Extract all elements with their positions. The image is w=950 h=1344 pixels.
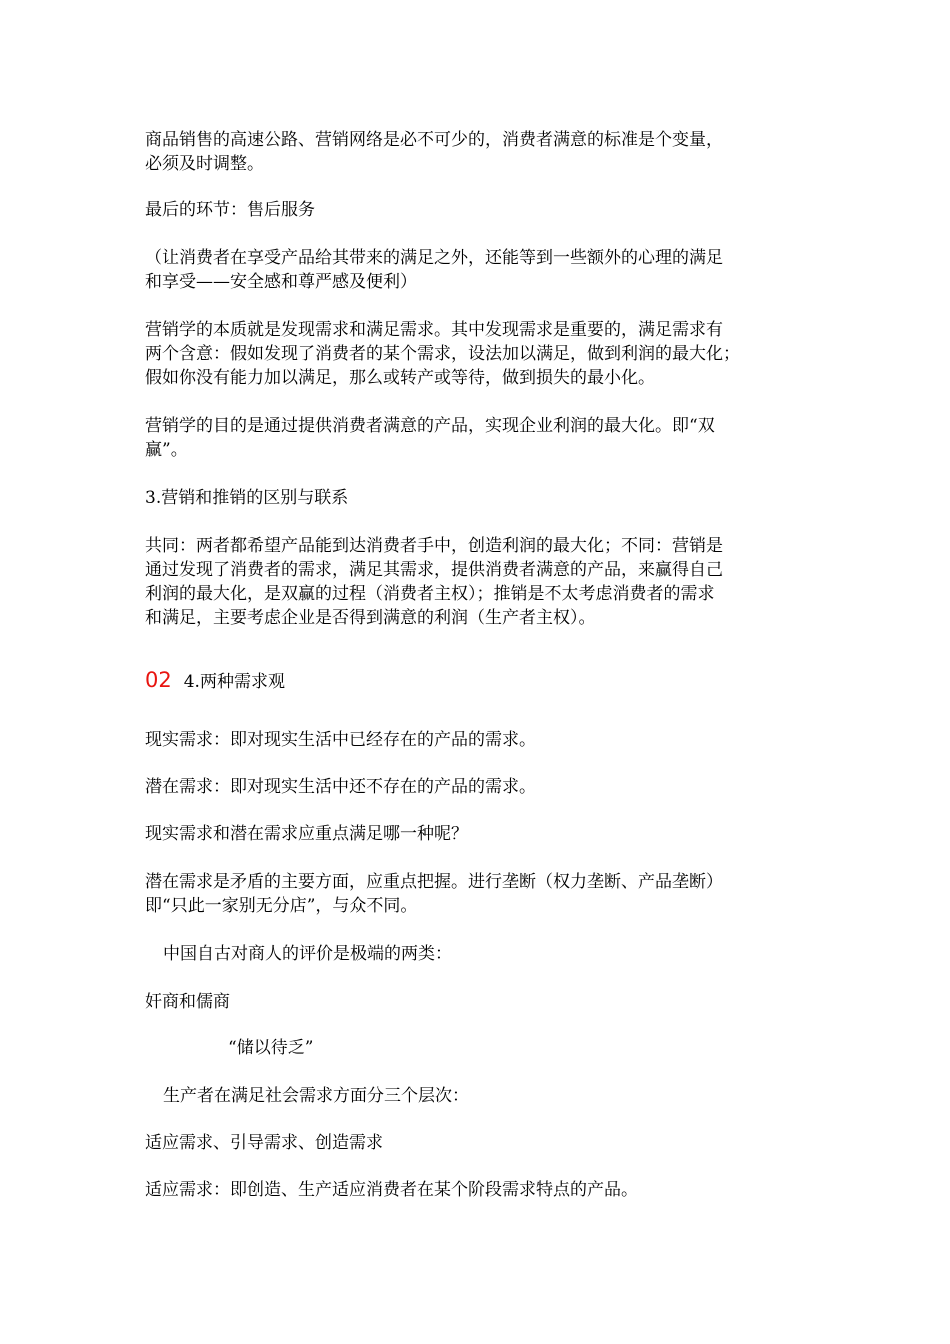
paragraph-three-levels xyxy=(145,1131,810,1155)
text-line: 现实需求：即对现实生活中已经存在的产品的需求。 xyxy=(145,730,536,750)
paragraph-marketing-essence xyxy=(145,318,810,390)
paragraph-satisfaction-note xyxy=(145,246,810,294)
text-line: 潜在需求：即对现实生活中还不存在的产品的需求。 xyxy=(145,777,536,797)
paragraph-quote xyxy=(228,1036,893,1060)
text-line: “储以待乏” xyxy=(228,1038,314,1058)
text-line: 假如你没有能力加以满足，那么或转产或等待，做到损失的最小化。 xyxy=(145,368,655,388)
text-line: 营销学的本质就是发现需求和满足需求。其中发现需求是重要的，满足需求有 xyxy=(145,320,723,340)
paragraph-question xyxy=(145,822,810,846)
text-line: 最后的环节：售后服务 xyxy=(145,200,315,220)
text-line: 通过发现了消费者的需求，满足其需求，提供消费者满意的产品，来赢得自己 xyxy=(145,560,723,580)
paragraph-merchant-evaluation xyxy=(163,942,828,966)
text-line: 赢”。 xyxy=(145,440,188,460)
paragraph-marketing-goal xyxy=(145,414,810,462)
section-heading xyxy=(145,668,810,694)
section-title: 4.两种需求观 xyxy=(183,672,285,692)
text-line: 两个含意：假如发现了消费者的某个需求，设法加以满足，做到利润的最大化； xyxy=(145,344,740,364)
paragraph-adapt-demand xyxy=(145,1178,810,1202)
text-line: 中国自古对商人的评价是极端的两类： xyxy=(163,944,452,964)
paragraph-marketing-network xyxy=(145,128,810,176)
text-line: 3.营销和推销的区别与联系 xyxy=(145,488,349,508)
text-line: 适应需求：即创造、生产适应消费者在某个阶段需求特点的产品。 xyxy=(145,1180,638,1200)
text-line: 即“只此一家别无分店”，与众不同。 xyxy=(145,896,418,916)
text-line: （让消费者在享受产品给其带来的满足之外，还能等到一些额外的心理的满足 xyxy=(145,248,723,268)
text-line: 奸商和儒商 xyxy=(145,992,230,1012)
paragraph-marketing-vs-selling xyxy=(145,534,810,630)
text-line: 营销学的目的是通过提供消费者满意的产品，实现企业利润的最大化。即“双 xyxy=(145,416,715,436)
paragraph-potential-demand-focus xyxy=(145,870,810,918)
text-line: 适应需求、引导需求、创造需求 xyxy=(145,1133,383,1153)
section-number: 02 xyxy=(145,668,172,692)
text-line: 现实需求和潜在需求应重点满足哪一种呢？ xyxy=(145,824,468,844)
paragraph-after-sales xyxy=(145,198,810,222)
paragraph-section-3-title xyxy=(145,486,810,510)
text-line: 共同：两者都希望产品能到达消费者手中，创造利润的最大化；不同：营销是 xyxy=(145,536,723,556)
text-line: 潜在需求是矛盾的主要方面，应重点把握。进行垄断（权力垄断、产品垄断） xyxy=(145,872,723,892)
text-line: 生产者在满足社会需求方面分三个层次： xyxy=(163,1086,469,1106)
text-line: 商品销售的高速公路、营销网络是必不可少的，消费者满意的标准是个变量， xyxy=(145,130,723,150)
text-line: 和享受——安全感和尊严感及便利） xyxy=(145,272,417,292)
paragraph-actual-demand xyxy=(145,728,810,752)
paragraph-potential-demand xyxy=(145,775,810,799)
paragraph-producer-levels xyxy=(163,1084,828,1108)
paragraph-merchant-types xyxy=(145,990,810,1014)
text-line: 利润的最大化，是双赢的过程（消费者主权）；推销是不太考虑消费者的需求 xyxy=(145,584,715,604)
text-line: 和满足，主要考虑企业是否得到满意的利润（生产者主权）。 xyxy=(145,608,596,628)
text-line: 必须及时调整。 xyxy=(145,154,264,174)
